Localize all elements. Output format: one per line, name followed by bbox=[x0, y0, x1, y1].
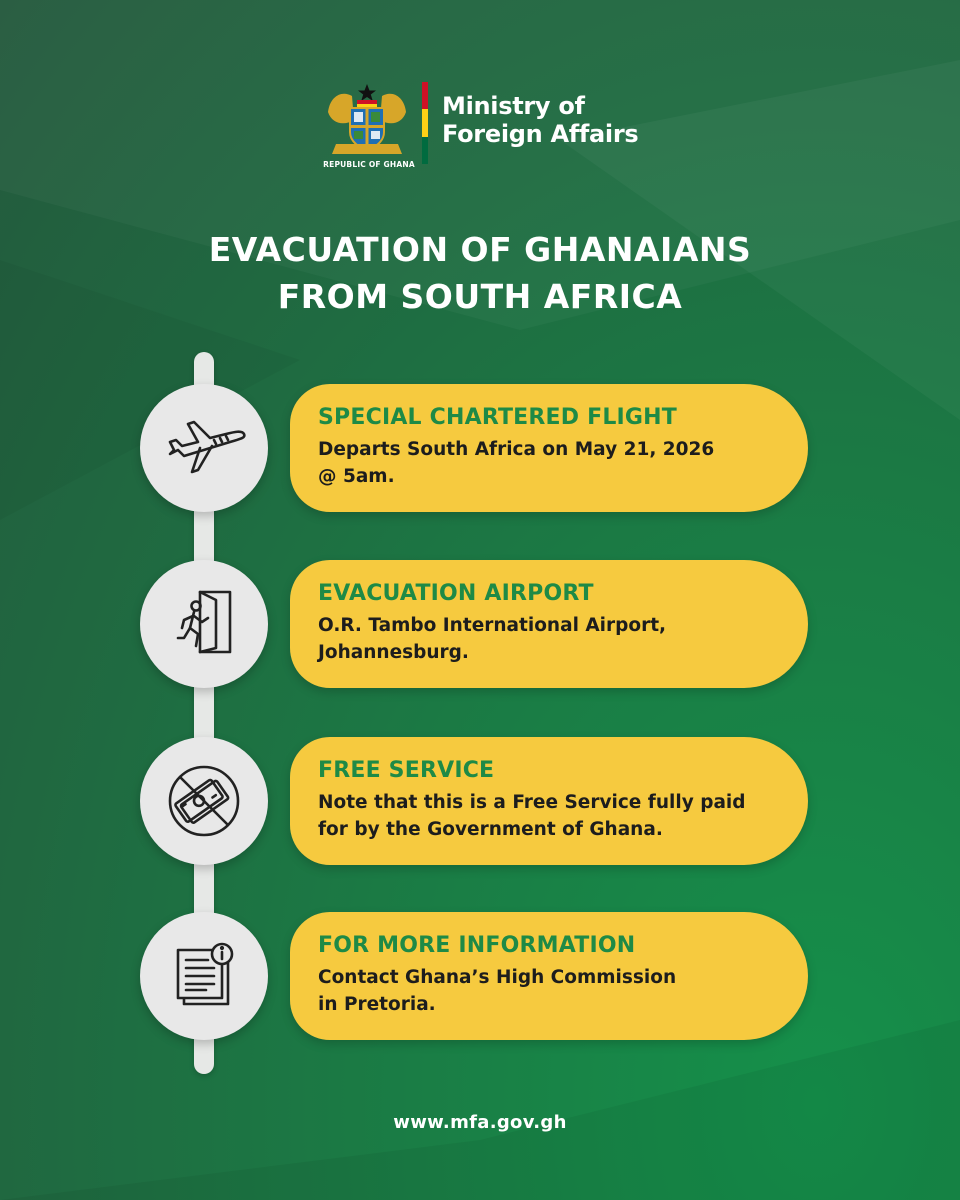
website-url[interactable]: www.mfa.gov.gh bbox=[393, 1112, 567, 1133]
ministry-name-line2: Foreign Affairs bbox=[442, 120, 639, 148]
airplane-icon bbox=[156, 400, 252, 496]
card-body bbox=[318, 789, 782, 843]
no-money-icon bbox=[156, 753, 252, 849]
item-icon-circle bbox=[140, 384, 268, 512]
card-body bbox=[318, 964, 782, 1018]
card-heading: SPECIAL CHARTERED FLIGHT bbox=[318, 405, 678, 430]
card-body-line: Departs South Africa on May 21, 2026 bbox=[318, 439, 715, 460]
ministry-name-line1: Ministry of bbox=[442, 92, 585, 120]
item-icon-circle bbox=[140, 912, 268, 1040]
card-body-line: Note that this is a Free Service fully paid bbox=[318, 792, 746, 813]
document-info-icon bbox=[156, 928, 252, 1024]
item-icon-circle bbox=[140, 560, 268, 688]
card-body-line: @ 5am. bbox=[318, 466, 395, 487]
card-heading: EVACUATION AIRPORT bbox=[318, 581, 594, 606]
ministry-logo bbox=[322, 78, 652, 170]
coat-of-arms-icon bbox=[322, 82, 412, 156]
page-title-line1: EVACUATION OF GHANAIANS bbox=[208, 230, 752, 269]
page-title-line2: FROM SOUTH AFRICA bbox=[277, 277, 683, 316]
coat-of-arms-caption: REPUBLIC OF GHANA bbox=[323, 160, 415, 169]
card-body-line: Johannesburg. bbox=[318, 642, 469, 663]
ghana-flag-bar bbox=[422, 82, 428, 164]
card-body-line: in Pretoria. bbox=[318, 994, 436, 1015]
card-body bbox=[318, 612, 782, 666]
coat-of-arms bbox=[322, 82, 415, 170]
info-card bbox=[290, 912, 808, 1040]
info-card bbox=[290, 737, 808, 865]
ministry-name bbox=[442, 92, 652, 148]
item-icon-circle bbox=[140, 737, 268, 865]
page-title bbox=[80, 226, 880, 320]
card-body-line: for by the Government of Ghana. bbox=[318, 819, 663, 840]
info-card bbox=[290, 384, 808, 512]
card-heading: FREE SERVICE bbox=[318, 758, 495, 783]
card-body-line: Contact Ghana’s High Commission bbox=[318, 967, 677, 988]
card-heading: FOR MORE INFORMATION bbox=[318, 933, 636, 958]
info-card bbox=[290, 560, 808, 688]
card-body-line: O.R. Tambo International Airport, bbox=[318, 615, 667, 636]
card-body bbox=[318, 436, 782, 490]
exit-door-running-person-icon bbox=[156, 576, 252, 672]
